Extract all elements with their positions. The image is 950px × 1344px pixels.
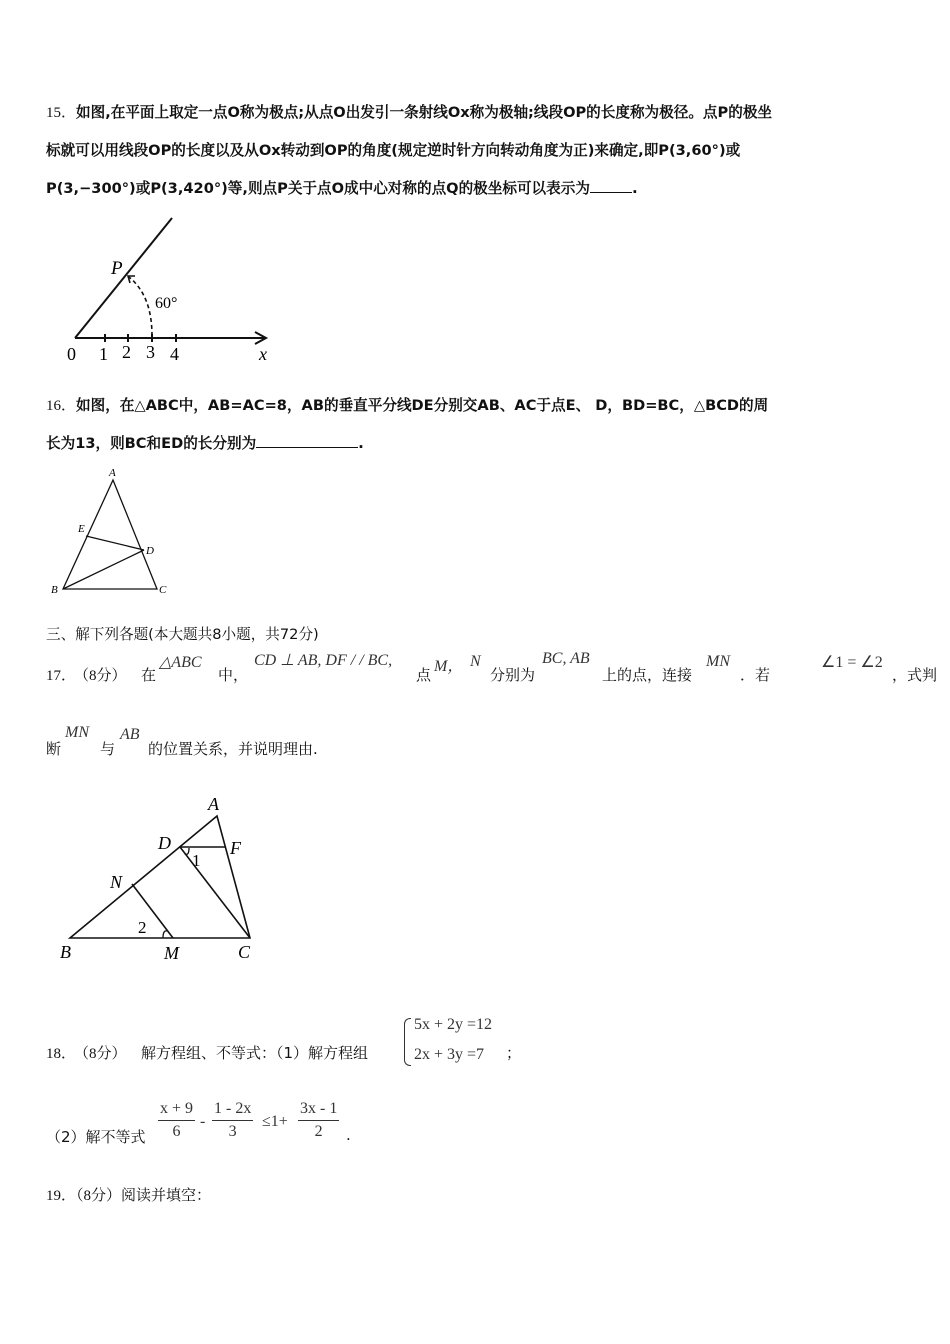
q16-label-d: D (146, 545, 154, 557)
q17-text-dian: 点 (416, 666, 432, 684)
q17-math-bc-ab: BC, AB (542, 650, 590, 667)
q18-text-intro: 解方程组、不等式：（1）解方程组 (141, 1044, 369, 1062)
q15-tick-label-3: 3 (146, 342, 155, 362)
q15-origin-label: 0 (67, 344, 76, 364)
q16-text-2: 长为13，则BC和ED的长分别为 (46, 435, 257, 452)
q18-fraction-1-numerator: x + 9 (158, 1100, 195, 1121)
q17-segment-cd (180, 847, 250, 938)
q15-ray-op (75, 218, 172, 338)
q16-label-e: E (78, 523, 85, 535)
q16-line-1 (46, 395, 768, 416)
q15-tick-label-1: 1 (99, 344, 108, 364)
q18-system-brace (404, 1018, 411, 1066)
q17-label-a: A (208, 794, 219, 814)
q17-text-fenbiewei: 分别为 (490, 666, 536, 684)
q18-line-1 (46, 1012, 546, 1072)
q15-tick-label-4: 4 (170, 344, 179, 364)
q15-line-1 (46, 102, 772, 123)
q18-equation-1: 5x + 2y =12 (414, 1016, 493, 1033)
q17-label-2: 2 (138, 918, 147, 937)
q17-line-2 (46, 722, 446, 756)
q15-tick-label-2: 2 (122, 342, 131, 362)
q17-label-n: N (110, 872, 123, 892)
q16-figure (45, 462, 185, 602)
q18-fraction-3-denominator: 2 (314, 1123, 323, 1140)
q17-math-angles: ∠1 = ∠2 (821, 654, 883, 671)
q17-text-zai: 在 (141, 666, 157, 684)
q17-math-mn-2: MN (65, 724, 89, 741)
q18-text-semicolon: ； (506, 1044, 522, 1062)
q15-line-3 (46, 178, 638, 199)
q15-point-label: P (111, 258, 123, 279)
q18-fraction-3 (298, 1100, 339, 1141)
q17-figure (50, 788, 280, 978)
q16-label-a: A (109, 467, 116, 479)
q18-end-period: . (346, 1126, 351, 1144)
q15-answer-blank[interactable] (590, 178, 632, 193)
q18-number: 18． (46, 1046, 77, 1062)
q17-math-conditions: CD ⊥ AB, DF / / BC, (254, 652, 393, 669)
q18-fraction-2 (212, 1100, 253, 1141)
q17-line-1 (46, 648, 938, 684)
q17-math-n: N (470, 653, 481, 670)
q16-segment-ed (86, 536, 144, 550)
q17-math-m: M， (434, 658, 464, 675)
q18-fraction-2-numerator: 1 - 2x (212, 1100, 253, 1121)
q17-math-triangle: △ABC (159, 654, 202, 671)
q15-number: 15． (46, 105, 77, 121)
q17-text-shipan: ，式判 (892, 666, 938, 684)
q18-line-2 (46, 1096, 366, 1148)
q17-math-ab: AB (120, 726, 140, 743)
q18-text-part2: （2）解不等式 (46, 1128, 146, 1146)
q15-line-2 (46, 140, 740, 161)
q17-math-mn: MN (706, 653, 730, 670)
q19-text: 阅读并填空： (121, 1186, 212, 1204)
q18-points: （8分） (74, 1046, 127, 1062)
q19-line (46, 1185, 211, 1206)
q15-text-3-end: . (631, 179, 638, 197)
q19-points: （8分） (76, 1188, 122, 1204)
q17-label-f: F (230, 838, 241, 858)
q16-segment-bd (63, 550, 144, 589)
q17-text-duan: 断 (46, 740, 62, 758)
q17-points: （8分） (74, 668, 127, 684)
q15-text-1: 如图,在平面上取定一点O称为极点;从点O出发引一条射线Ox称为极轴;线段OP的长度称为极径。点P的极坐 (76, 104, 773, 121)
q16-number: 16． (46, 398, 77, 414)
q18-fraction-2-denominator: 3 (228, 1123, 237, 1140)
q15-axis-label: x (259, 344, 267, 364)
q15-text-3: P(3,−300°)或P(3,420°)等,则点P关于点O成中心对称的点Q的极坐标可以表示为 (46, 180, 590, 197)
q17-text-conclusion: 的位置关系，并说明理由. (148, 740, 318, 758)
q17-angle-mark-2 (163, 931, 167, 938)
q16-answer-blank[interactable] (256, 433, 358, 448)
q15-angle-label: 60° (155, 295, 178, 312)
q18-equation-2: 2x + 3y =7 (414, 1046, 485, 1063)
q15-angle-arc (129, 277, 152, 336)
q17-text-shangdedian: 上的点，连接 (602, 666, 693, 684)
q17-text-ruo: ．若 (740, 666, 771, 684)
q18-minus-sign: - (200, 1113, 206, 1130)
q16-text-1: 如图，在△ABC中，AB=AC=8，AB的垂直平分线DE分别交AB、AC于点E、 D，BD=BC，△BCD的周 (76, 397, 769, 414)
section-3-heading: 三、解下列各题(本大题共8小题，共72分) (46, 626, 319, 643)
q15-text-2: 标就可以用线段OP的长度以及从Ox转动到OP的角度(规定逆时针方向转动角度为正)来确定,即P(3,60°)或 (46, 142, 741, 159)
q17-label-m: M (164, 943, 179, 963)
q17-number: 17． (46, 668, 77, 684)
q17-text-yu: 与 (100, 740, 116, 758)
q17-label-c: C (238, 942, 251, 962)
q16-label-b: B (51, 584, 58, 596)
q17-label-1: 1 (192, 851, 201, 870)
q17-text-zhong: 中， (218, 666, 249, 684)
q16-label-c: C (159, 584, 167, 596)
q18-fraction-3-numerator: 3x - 1 (298, 1100, 339, 1121)
q18-fraction-1-denominator: 6 (172, 1123, 181, 1140)
q19-number: 19． (46, 1188, 77, 1204)
q18-le-sign: ≤1+ (262, 1113, 288, 1130)
q17-label-b: B (60, 942, 71, 962)
q16-line-2 (46, 433, 364, 454)
q15-figure (55, 210, 285, 370)
q17-label-d: D (158, 833, 171, 853)
q16-text-2-end: . (358, 434, 364, 452)
q18-fraction-1 (158, 1100, 195, 1141)
